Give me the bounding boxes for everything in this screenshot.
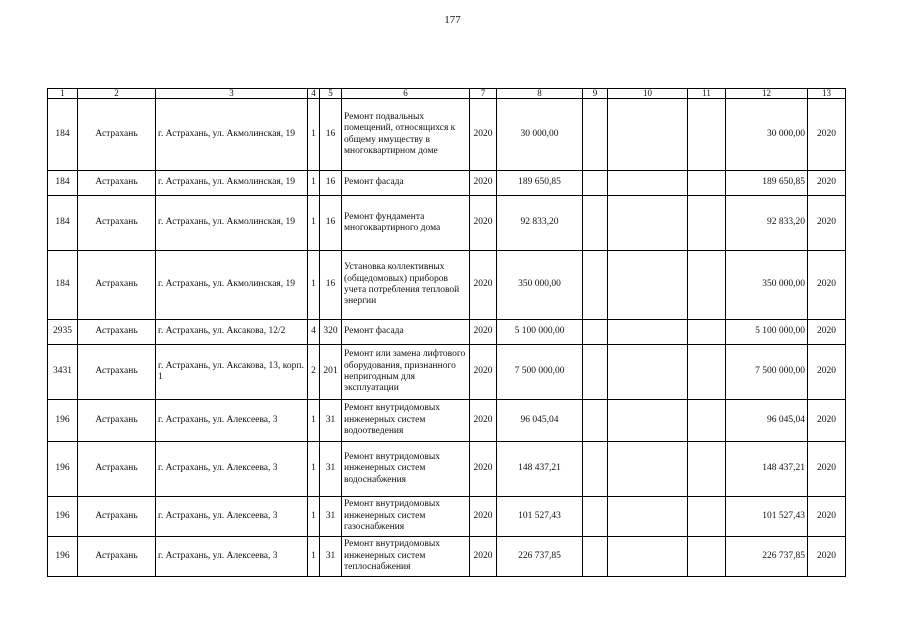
page-number: 177 [444,14,461,26]
cell-total: 101 527,43 [726,497,808,537]
cell-amount: 148 437,21 [497,442,583,497]
cell-amount: 350 000,00 [497,251,583,320]
cell-work-type: Ремонт внутридомовых инженерных систем газоснабжения [342,497,470,537]
cell-col11 [688,196,726,251]
cell-col9 [583,400,608,442]
cell-col4: 1 [308,497,320,537]
repair-program-table [47,88,846,577]
column-header: 6 [342,89,470,99]
table-row [48,537,846,577]
cell-col11 [688,345,726,400]
cell-col4: 1 [308,442,320,497]
cell-col11 [688,442,726,497]
cell-end-year: 2020 [808,537,846,577]
cell-year: 2020 [470,537,497,577]
cell-address: г. Астрахань, ул. Алексеева, 3 [156,537,308,577]
table-row [48,442,846,497]
cell-col10 [608,537,688,577]
cell-year: 2020 [470,99,497,171]
cell-col9 [583,345,608,400]
cell-col9 [583,320,608,345]
cell-col11 [688,251,726,320]
table-row [48,196,846,251]
column-header: 12 [726,89,808,99]
cell-col4: 1 [308,171,320,196]
cell-municipality: Астрахань [78,537,156,577]
cell-col4: 1 [308,251,320,320]
cell-address: г. Астрахань, ул. Акмолинская, 19 [156,171,308,196]
cell-municipality: Астрахань [78,251,156,320]
cell-col9 [583,196,608,251]
cell-work-type: Ремонт подвальных помещений, относящихся к общему имуществу в многоквартирном доме [342,99,470,171]
column-header: 8 [497,89,583,99]
cell-work-type: Ремонт фасада [342,171,470,196]
cell-end-year: 2020 [808,99,846,171]
cell-address: г. Астрахань, ул. Алексеева, 3 [156,442,308,497]
cell-id: 196 [48,400,78,442]
table-row [48,171,846,196]
cell-work-type: Ремонт внутридомовых инженерных систем водоотведения [342,400,470,442]
column-header: 11 [688,89,726,99]
column-header: 13 [808,89,846,99]
table-row [48,345,846,400]
cell-id: 2935 [48,320,78,345]
cell-year: 2020 [470,497,497,537]
cell-address: г. Астрахань, ул. Алексеева, 3 [156,497,308,537]
cell-year: 2020 [470,400,497,442]
cell-municipality: Астрахань [78,196,156,251]
cell-col10 [608,497,688,537]
cell-col4: 1 [308,99,320,171]
cell-end-year: 2020 [808,345,846,400]
cell-col5: 31 [320,497,342,537]
cell-col5: 31 [320,442,342,497]
cell-col10 [608,171,688,196]
cell-col5: 16 [320,99,342,171]
table-row [48,251,846,320]
cell-municipality: Астрахань [78,400,156,442]
cell-municipality: Астрахань [78,171,156,196]
cell-col5: 320 [320,320,342,345]
cell-end-year: 2020 [808,497,846,537]
cell-total: 226 737,85 [726,537,808,577]
cell-work-type: Ремонт фундамента многоквартирного дома [342,196,470,251]
cell-id: 3431 [48,345,78,400]
cell-total: 92 833,20 [726,196,808,251]
cell-end-year: 2020 [808,400,846,442]
table-row [48,320,846,345]
table-row [48,99,846,171]
cell-col9 [583,171,608,196]
cell-total: 96 045,04 [726,400,808,442]
cell-year: 2020 [470,196,497,251]
cell-year: 2020 [470,251,497,320]
cell-col10 [608,251,688,320]
cell-col9 [583,99,608,171]
cell-work-type: Ремонт внутридомовых инженерных систем водоснабжения [342,442,470,497]
cell-total: 189 650,85 [726,171,808,196]
cell-col4: 2 [308,345,320,400]
column-header: 10 [608,89,688,99]
cell-amount: 96 045,04 [497,400,583,442]
cell-municipality: Астрахань [78,320,156,345]
cell-col5: 31 [320,537,342,577]
cell-work-type: Ремонт внутридомовых инженерных систем теплоснабжения [342,537,470,577]
cell-id: 196 [48,497,78,537]
column-header: 5 [320,89,342,99]
cell-col11 [688,320,726,345]
cell-municipality: Астрахань [78,497,156,537]
cell-total: 148 437,21 [726,442,808,497]
cell-end-year: 2020 [808,171,846,196]
cell-total: 30 000,00 [726,99,808,171]
cell-col11 [688,171,726,196]
cell-col5: 16 [320,251,342,320]
cell-address: г. Астрахань, ул. Аксакова, 13, корп. 1 [156,345,308,400]
cell-col5: 16 [320,171,342,196]
cell-id: 184 [48,251,78,320]
cell-col5: 16 [320,196,342,251]
column-header: 9 [583,89,608,99]
cell-col4: 4 [308,320,320,345]
cell-total: 7 500 000,00 [726,345,808,400]
cell-id: 184 [48,196,78,251]
column-number-row [48,89,846,99]
cell-municipality: Астрахань [78,442,156,497]
cell-col11 [688,99,726,171]
cell-amount: 101 527,43 [497,497,583,537]
cell-year: 2020 [470,320,497,345]
cell-col9 [583,251,608,320]
cell-end-year: 2020 [808,320,846,345]
cell-year: 2020 [470,171,497,196]
cell-total: 5 100 000,00 [726,320,808,345]
cell-col4: 1 [308,537,320,577]
table-row [48,497,846,537]
cell-end-year: 2020 [808,251,846,320]
cell-work-type: Установка коллективных (общедомовых) приборов учета потребления тепловой энергии [342,251,470,320]
cell-work-type: Ремонт фасада [342,320,470,345]
cell-col5: 31 [320,400,342,442]
cell-col4: 1 [308,400,320,442]
cell-address: г. Астрахань, ул. Алексеева, 3 [156,400,308,442]
cell-col10 [608,442,688,497]
cell-total: 350 000,00 [726,251,808,320]
column-header: 1 [48,89,78,99]
cell-end-year: 2020 [808,196,846,251]
cell-municipality: Астрахань [78,99,156,171]
cell-address: г. Астрахань, ул. Акмолинская, 19 [156,196,308,251]
cell-amount: 226 737,85 [497,537,583,577]
cell-municipality: Астрахань [78,345,156,400]
column-header: 4 [308,89,320,99]
cell-id: 184 [48,99,78,171]
cell-col10 [608,196,688,251]
cell-address: г. Астрахань, ул. Акмолинская, 19 [156,99,308,171]
cell-amount: 5 100 000,00 [497,320,583,345]
cell-amount: 189 650,85 [497,171,583,196]
cell-amount: 30 000,00 [497,99,583,171]
cell-address: г. Астрахань, ул. Акмолинская, 19 [156,251,308,320]
cell-col10 [608,400,688,442]
cell-col10 [608,345,688,400]
cell-col11 [688,400,726,442]
cell-id: 196 [48,537,78,577]
column-header: 7 [470,89,497,99]
cell-col9 [583,537,608,577]
cell-id: 196 [48,442,78,497]
cell-amount: 92 833,20 [497,196,583,251]
table-row [48,400,846,442]
column-header: 2 [78,89,156,99]
cell-end-year: 2020 [808,442,846,497]
cell-col10 [608,99,688,171]
cell-year: 2020 [470,345,497,400]
cell-col11 [688,537,726,577]
cell-col11 [688,497,726,537]
cell-col9 [583,497,608,537]
cell-id: 184 [48,171,78,196]
cell-work-type: Ремонт или замена лифтового оборудования, признанного непригодным для эксплуатации [342,345,470,400]
cell-col4: 1 [308,196,320,251]
cell-col10 [608,320,688,345]
cell-year: 2020 [470,442,497,497]
column-header: 3 [156,89,308,99]
cell-col5: 201 [320,345,342,400]
cell-col9 [583,442,608,497]
cell-address: г. Астрахань, ул. Аксакова, 12/2 [156,320,308,345]
cell-amount: 7 500 000,00 [497,345,583,400]
